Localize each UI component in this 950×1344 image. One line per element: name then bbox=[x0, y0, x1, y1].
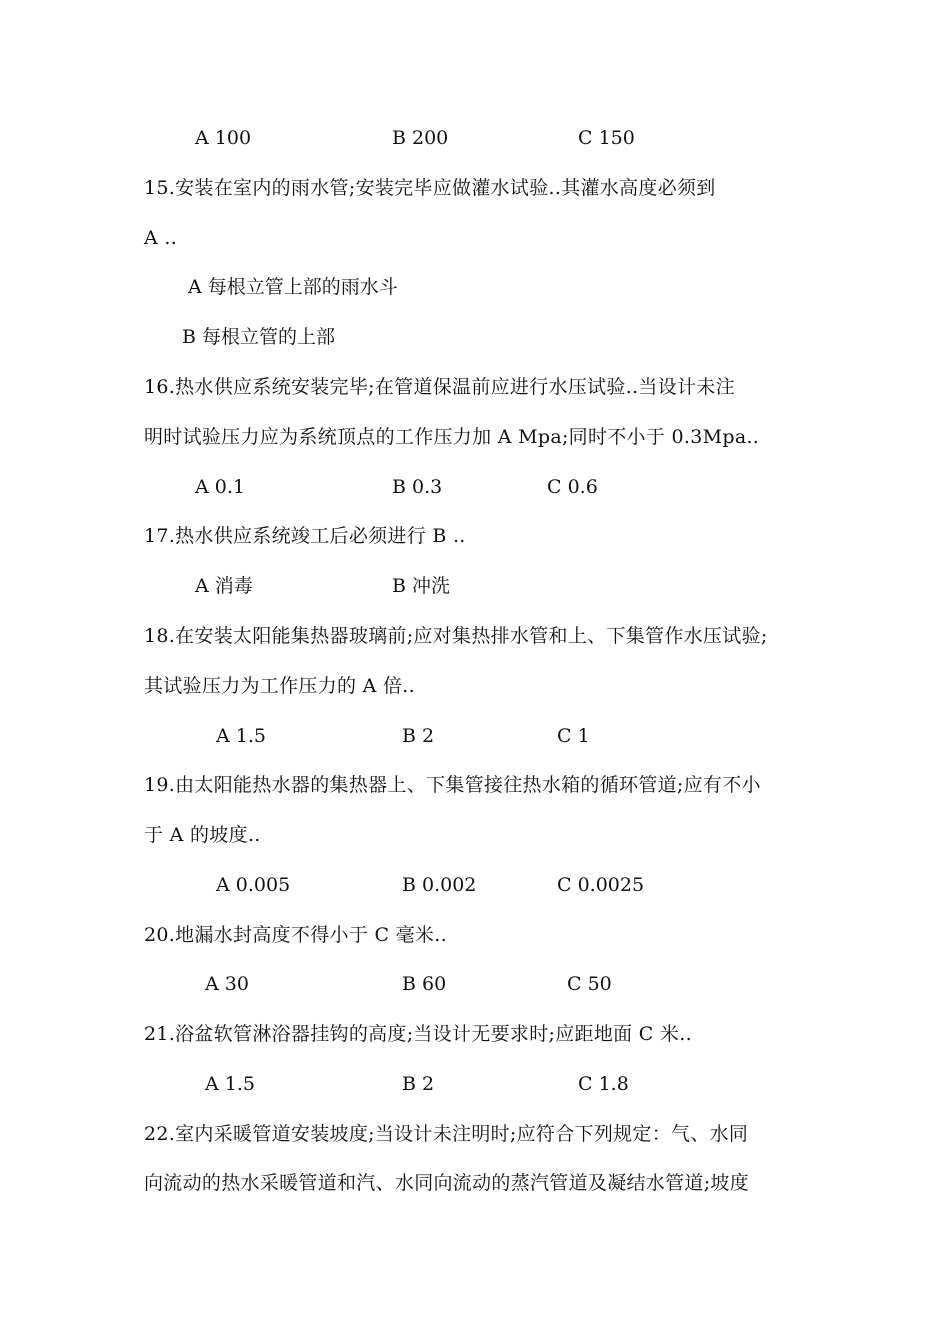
q17-option-b: B 冲洗 bbox=[392, 575, 451, 597]
q20-option-b: B 60 bbox=[402, 973, 447, 995]
q14-option-a: A 100 bbox=[195, 127, 252, 149]
q22-line-2: 向流动的热水采暖管道和汽、水同向流动的蒸汽管道及凝结水管道;坡度 bbox=[144, 1172, 750, 1194]
q22-line-1: 22.室内采暖管道安装坡度;当设计未注明时;应符合下列规定：气、水同 bbox=[144, 1123, 749, 1145]
q19-line-2: 于 A 的坡度.. bbox=[144, 824, 261, 846]
q16-option-b: B 0.3 bbox=[392, 476, 443, 498]
q21-option-c: C 1.8 bbox=[578, 1073, 629, 1095]
q21-option-a: A 1.5 bbox=[205, 1073, 255, 1095]
q16-option-c: C 0.6 bbox=[547, 476, 598, 498]
q20-option-c: C 50 bbox=[567, 973, 612, 995]
q16-line-2: 明时试验压力应为系统顶点的工作压力加 A Mpa;同时不小于 0.3Mpa.. bbox=[144, 426, 760, 448]
q14-option-b: B 200 bbox=[392, 127, 449, 149]
q16-option-a: A 0.1 bbox=[195, 476, 245, 498]
q21-option-b: B 2 bbox=[402, 1073, 435, 1095]
q18-line-2: 其试验压力为工作压力的 A 倍.. bbox=[144, 675, 415, 697]
q21-line-1: 21.浴盆软管淋浴器挂钩的高度;当设计无要求时;应距地面 C 米.. bbox=[144, 1023, 692, 1045]
q19-line-1: 19.由太阳能热水器的集热器上、下集管接往热水箱的循环管道;应有不小 bbox=[144, 774, 761, 796]
q20-option-a: A 30 bbox=[205, 973, 249, 995]
q15-line-1: 15.安装在室内的雨水管;安装完毕应做灌水试验..其灌水高度必须到 bbox=[144, 177, 716, 199]
q15-option-a: A 每根立管上部的雨水斗 bbox=[188, 276, 398, 298]
q19-option-a: A 0.005 bbox=[216, 874, 291, 896]
q15-line-2: A .. bbox=[144, 227, 178, 249]
q14-option-c: C 150 bbox=[578, 127, 635, 149]
q17-option-a: A 消毒 bbox=[195, 575, 253, 597]
q17-line-1: 17.热水供应系统竣工后必须进行 B .. bbox=[144, 525, 466, 547]
q18-option-b: B 2 bbox=[402, 725, 435, 747]
q18-option-c: C 1 bbox=[557, 725, 590, 747]
q15-option-b: B 每根立管的上部 bbox=[182, 326, 336, 348]
q18-line-1: 18.在安装太阳能集热器玻璃前;应对集热排水管和上、下集管作水压试验; bbox=[144, 625, 768, 647]
q19-option-b: B 0.002 bbox=[402, 874, 477, 896]
q19-option-c: C 0.0025 bbox=[557, 874, 645, 896]
q20-line-1: 20.地漏水封高度不得小于 C 毫米.. bbox=[144, 924, 447, 946]
q16-line-1: 16.热水供应系统安装完毕;在管道保温前应进行水压试验..当设计未注 bbox=[144, 376, 735, 398]
q18-option-a: A 1.5 bbox=[216, 725, 266, 747]
